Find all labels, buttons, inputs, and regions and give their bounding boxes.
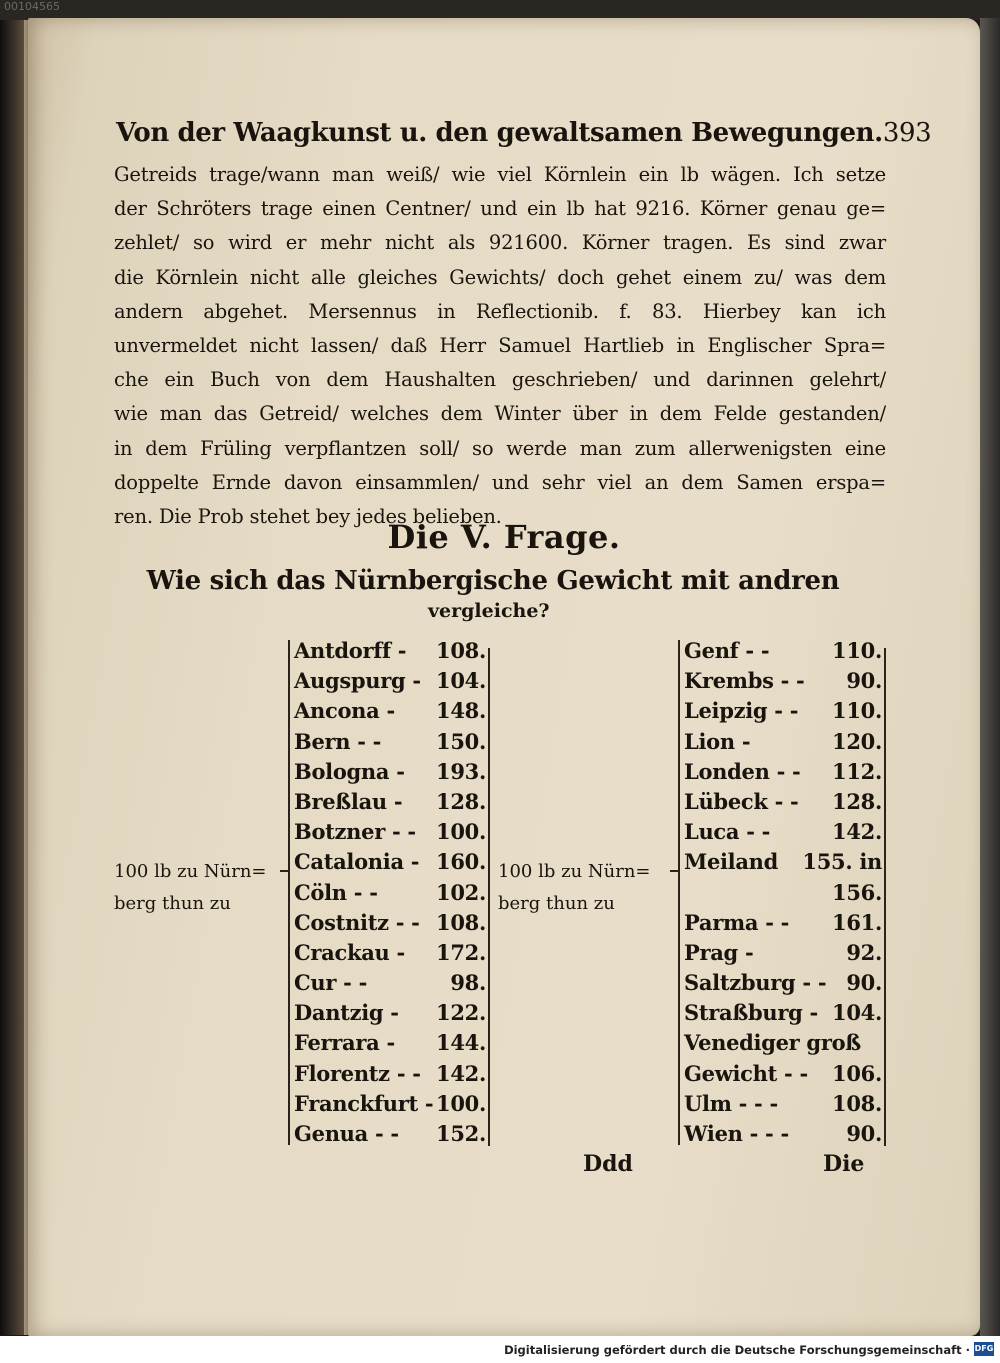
weight-value: 172.: [436, 939, 486, 965]
table-row: [684, 729, 882, 759]
city-name: Botzner - -: [294, 819, 416, 845]
weight-value: 122.: [436, 1000, 486, 1026]
question-line-2: vergleiche?: [428, 600, 550, 622]
body-line: unvermeldet nicht lassen/ daß Herr Samuel Hartlieb in Englischer Spra=: [114, 333, 886, 357]
weight-value: 120.: [832, 728, 882, 754]
table-row: [294, 940, 486, 970]
weight-value: 100.: [436, 1090, 486, 1116]
body-line: Getreids trage/wann man weiß/ wie viel Körnlein ein lb wägen. Ich setze: [114, 163, 886, 186]
body-line: der Schröters trage einen Centner/ und ein lb hat 9216. Körner genau ge=: [114, 197, 886, 221]
weight-value: 150.: [436, 728, 486, 754]
right-edge: [980, 18, 1000, 1336]
table-row: [684, 880, 882, 910]
label-left-line-1: 100 lb zu Nürn=: [114, 861, 267, 882]
table-row: [294, 849, 486, 879]
section-heading: Die V. Frage.: [387, 518, 621, 556]
city-name: Prag -: [684, 939, 754, 965]
footer-credit: Digitalisierung gefördert durch die Deutsche Forschungsgemeinschaft ·: [504, 1343, 970, 1357]
weight-value: 142.: [436, 1060, 486, 1086]
city-name: Ulm - - -: [684, 1090, 778, 1116]
table-row: [684, 940, 882, 970]
table-row: [684, 910, 882, 940]
table-row: [684, 759, 882, 789]
city-name: Leipzig - -: [684, 698, 799, 724]
city-name: Crackau -: [294, 939, 405, 965]
weight-value: 193.: [436, 758, 486, 784]
column-rule-middle: [488, 648, 490, 1146]
weight-value: 108.: [436, 909, 486, 935]
city-name: Parma - -: [684, 909, 790, 935]
city-name: Lion -: [684, 728, 751, 754]
weight-value: 148.: [436, 698, 486, 724]
city-name: Bologna -: [294, 758, 405, 784]
city-name: Wien - - -: [684, 1121, 789, 1146]
city-name: Florentz - -: [294, 1060, 421, 1086]
weight-value: 110.: [832, 698, 882, 724]
weight-value: 110.: [832, 638, 882, 663]
weight-value: 128.: [436, 788, 486, 814]
weight-value: 155. in: [802, 849, 882, 875]
catchword: Die: [823, 1151, 865, 1177]
weight-table-left: [294, 638, 486, 1151]
city-name: Straßburg -: [684, 1000, 818, 1026]
body-line: ren. Die Prob stehet bey jedes belieben.: [114, 504, 502, 528]
weight-value: 152.: [436, 1121, 486, 1146]
city-name: Meiland: [684, 849, 779, 875]
table-row: [294, 668, 486, 698]
weight-value: 100.: [436, 819, 486, 845]
weight-value: 90.: [846, 668, 882, 694]
table-row: [684, 1061, 882, 1091]
body-line: zehlet/ so wird er mehr nicht als 921600. Körner tragen. Es sind zwar: [114, 231, 886, 255]
table-row: [684, 1000, 882, 1030]
brace-tip-left: [280, 870, 288, 872]
weight-value: 102.: [436, 879, 486, 905]
table-row: [294, 819, 486, 849]
weight-value: 161.: [832, 909, 882, 935]
city-name: Krembs - -: [684, 668, 805, 694]
weight-value: 128.: [832, 788, 882, 814]
body-line: wie man das Getreid/ welches dem Winter über in dem Felde gestanden/: [114, 402, 886, 426]
table-row: [294, 759, 486, 789]
weight-value: 108.: [832, 1090, 882, 1116]
weight-value: 92.: [846, 939, 882, 965]
city-name: Luca - -: [684, 819, 771, 845]
city-name: Ferrara -: [294, 1030, 395, 1056]
weight-value: 108.: [436, 638, 486, 663]
label-left: [114, 856, 267, 920]
table-row: [684, 668, 882, 698]
city-name: Antdorff -: [294, 638, 407, 663]
city-name: Venediger groß: [684, 1030, 861, 1056]
table-row: [294, 1061, 486, 1091]
city-name: Breßlau -: [294, 788, 403, 814]
question-line-1: Wie sich das Nürnbergische Gewicht mit andren: [146, 566, 840, 596]
binding-edge: [0, 20, 24, 1335]
city-name: Lübeck - -: [684, 788, 799, 814]
weight-value: 142.: [832, 819, 882, 845]
table-row: [684, 1030, 882, 1060]
body-line: andern abgehet. Mersennus in Reflectionib. f. 83. Hierbey kan ich: [114, 299, 886, 323]
table-row: [294, 1091, 486, 1121]
city-name: Londen - -: [684, 758, 801, 784]
column-rule-right: [884, 648, 886, 1146]
table-row: [294, 789, 486, 819]
body-line: in dem Früling verpflantzen soll/ so werde man zum allerwenigsten eine: [114, 436, 886, 460]
shelfmark: 00104565: [4, 0, 60, 13]
footer-bar: [0, 1336, 1000, 1363]
body-line: doppelte Ernde davon einsammlen/ und sehr viel an dem Samen erspa=: [114, 470, 886, 494]
city-name: Catalonia -: [294, 849, 420, 875]
weight-value: 90.: [846, 970, 882, 996]
body-paragraph: [114, 163, 886, 539]
weight-value: 90.: [846, 1121, 882, 1146]
table-row: [294, 638, 486, 668]
label-right-line-2: berg thun zu: [498, 893, 615, 914]
table-row: [684, 849, 882, 879]
body-line: che ein Buch von dem Haushalten geschrieben/ und darinnen gelehrt/: [114, 368, 886, 392]
weight-value: 160.: [436, 849, 486, 875]
city-name: Gewicht - -: [684, 1060, 808, 1086]
brace-tip-right: [670, 870, 678, 872]
city-name: Genua - -: [294, 1121, 399, 1146]
table-row: [294, 698, 486, 728]
table-row: [684, 819, 882, 849]
weight-value: 144.: [436, 1030, 486, 1056]
label-right-line-1: 100 lb zu Nürn=: [498, 861, 651, 882]
weight-value: 112.: [832, 758, 882, 784]
table-row: [684, 789, 882, 819]
weight-value: 104.: [832, 1000, 882, 1026]
table-row: [294, 970, 486, 1000]
city-name: Saltzburg - -: [684, 970, 827, 996]
city-name: Genf - -: [684, 638, 770, 663]
table-row: [684, 698, 882, 728]
page-number: 393: [882, 118, 932, 148]
weight-value: 104.: [436, 668, 486, 694]
running-header: [116, 118, 932, 148]
table-row: [294, 1000, 486, 1030]
table-row: [294, 910, 486, 940]
table-row: [294, 1121, 486, 1151]
city-name: Ancona -: [294, 698, 395, 724]
city-name: Costnitz - -: [294, 909, 420, 935]
body-line: die Körnlein nicht alle gleiches Gewichts/ doch gehet einem zu/ was dem: [114, 265, 886, 289]
city-name: Cur - -: [294, 970, 367, 996]
table-row: [294, 1030, 486, 1060]
dfg-logo: DFG: [974, 1342, 994, 1356]
table-row: [684, 1091, 882, 1121]
label-left-line-2: berg thun zu: [114, 893, 231, 914]
top-strip: [0, 0, 1000, 20]
running-title: Von der Waagkunst u. den gewaltsamen Bewegungen.: [116, 118, 883, 148]
city-name: Cöln - -: [294, 879, 378, 905]
table-row: [684, 1121, 882, 1151]
city-name: Dantzig -: [294, 1000, 399, 1026]
label-right: [498, 856, 651, 920]
table-row: [294, 729, 486, 759]
weight-table-right: [684, 638, 882, 1151]
weight-value: 156.: [832, 879, 882, 905]
signature-mark: Ddd: [583, 1151, 633, 1177]
table-row: [684, 638, 882, 668]
book-page: [28, 18, 980, 1336]
city-name: Augspurg -: [294, 668, 421, 694]
city-name: Franckfurt -: [294, 1090, 434, 1116]
table-row: [684, 970, 882, 1000]
weight-value: 98.: [450, 970, 486, 996]
weight-value: 106.: [832, 1060, 882, 1086]
city-name: Bern - -: [294, 728, 382, 754]
table-row: [294, 880, 486, 910]
